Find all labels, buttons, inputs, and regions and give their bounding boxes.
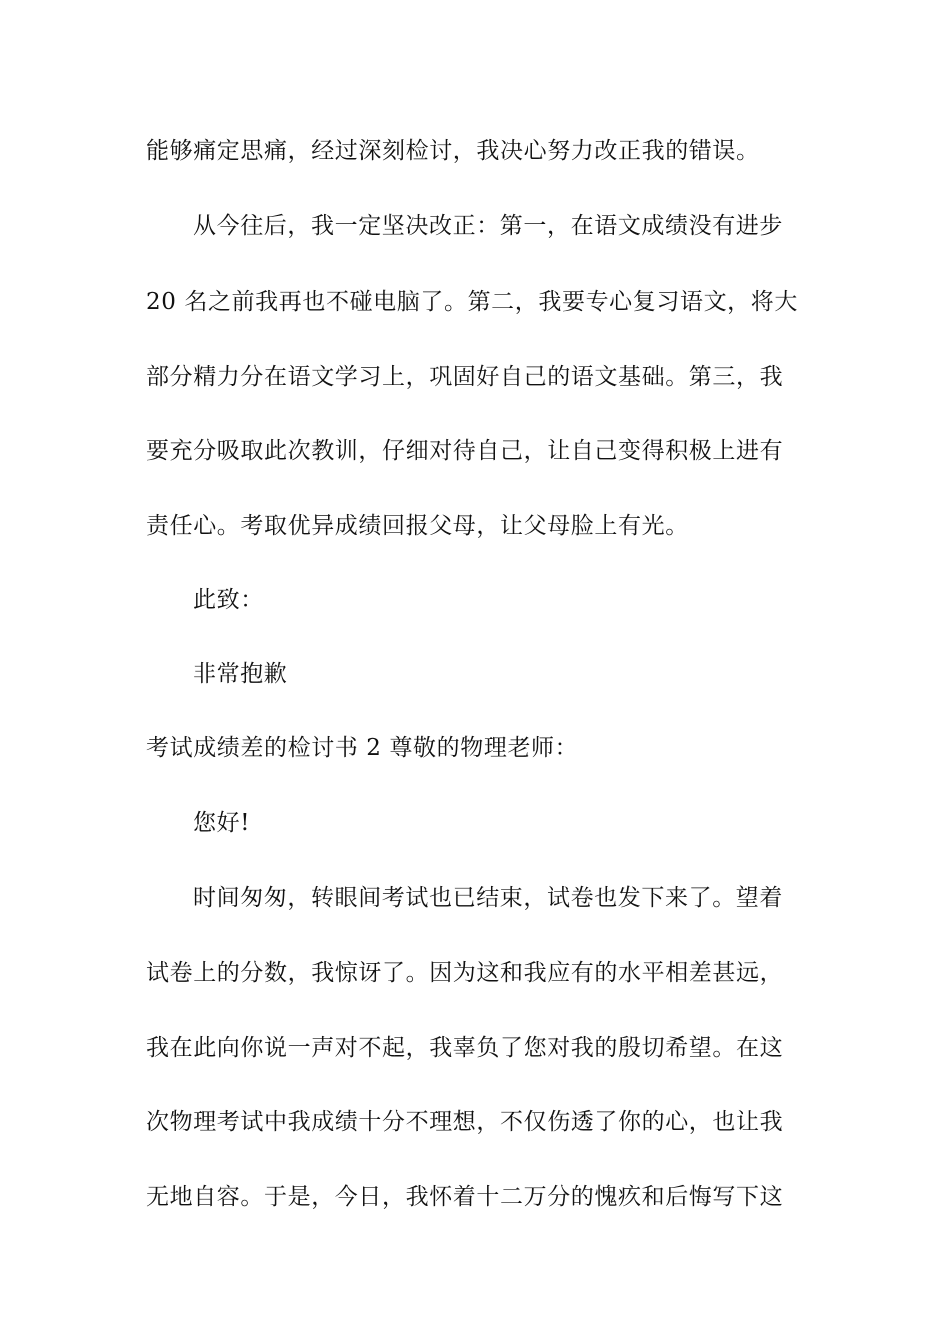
text-line: 20 名之前我再也不碰电脑了。第二，我要专心复习语文，将大 (146, 289, 798, 315)
text-line: 时间匆匆，转眼间考试也已结束，试卷也发下来了。望着 (193, 885, 783, 911)
text-line: 次物理考试中我成绩十分不理想，不仅伤透了你的心，也让我 (146, 1109, 784, 1135)
closing-salutation: 此致： (193, 587, 264, 613)
text-line: 无地自容。于是，今日，我怀着十二万分的愧疚和后悔写下这 (146, 1184, 784, 1210)
text-line: 部分精力分在语文学习上，巩固好自己的语文基础。第三，我 (146, 364, 784, 390)
closing-phrase: 非常抱歉 (193, 661, 288, 687)
section-heading: 考试成绩差的检讨书 2 尊敬的物理老师： (146, 735, 579, 761)
greeting: 您好! (193, 810, 251, 836)
text-line: 我在此向你说一声对不起，我辜负了您对我的殷切希望。在这 (146, 1035, 784, 1061)
text-line: 责任心。考取优异成绩回报父母，让父母脸上有光。 (146, 513, 689, 539)
text-line: 能够痛定思痛，经过深刻检讨，我决心努力改正我的错误。 (146, 138, 760, 164)
text-line: 要充分吸取此次教训，仔细对待自己，让自己变得积极上进有 (146, 438, 784, 464)
text-line: 试卷上的分数，我惊讶了。因为这和我应有的水平相差甚远， (146, 960, 784, 986)
text-line: 从今往后，我一定坚决改正：第一，在语文成绩没有进步 (193, 213, 783, 239)
